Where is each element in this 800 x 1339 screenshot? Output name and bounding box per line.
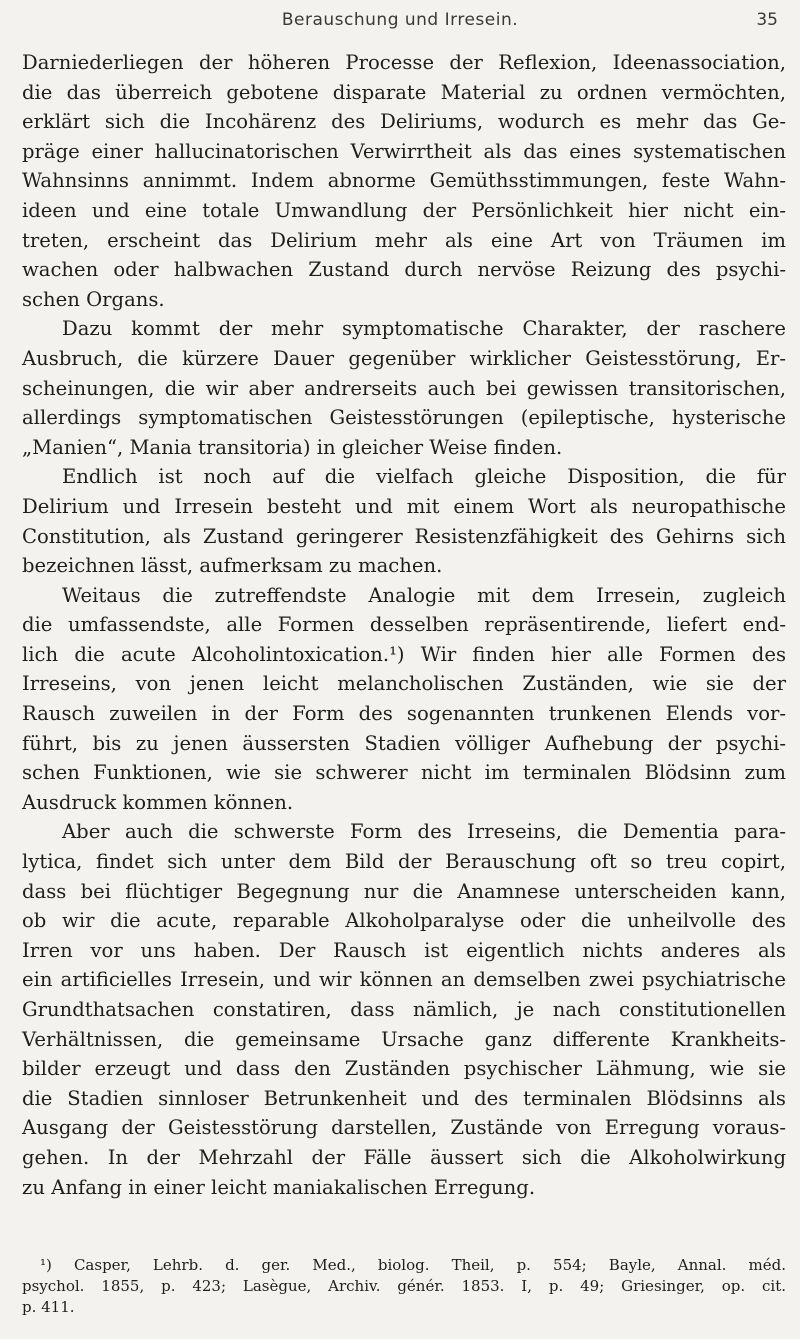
- text-line: Endlich ist noch auf die vielfach gleiche Disposition, die für: [62, 465, 786, 489]
- text-line: ideen und eine totale Umwandlung der Persönlichkeit hier nicht ein-: [22, 198, 786, 222]
- text-line: schen Organs.: [22, 287, 165, 311]
- text-line: bilder erzeugt und dass den Zuständen psychischer Lähmung, wie sie: [22, 1057, 786, 1081]
- running-head-title: Berauschung und Irresein.: [281, 10, 519, 30]
- body-text: [22, 48, 786, 1202]
- footnote-line: psychol. 1855, p. 423; Lasègue, Archiv. génér. 1853. I, p. 49; Griesinger, op. cit.: [22, 1277, 786, 1295]
- text-line: Irreseins, von jenen leicht melancholischen Zuständen, wie sie der: [22, 672, 786, 696]
- text-line: präge einer hallucinatorischen Verwirrtheit als das eines systematischen: [22, 139, 786, 163]
- text-line: Ausgang der Geistesstörung darstellen, Zustände von Erregung voraus-: [22, 1116, 786, 1140]
- text-line: „Manien“, Mania transitoria) in gleicher Weise finden.: [22, 435, 563, 459]
- text-line: lytica, findet sich unter dem Bild der Berauschung oft so treu copirt,: [22, 850, 786, 874]
- text-line: schen Funktionen, wie sie schwerer nicht im terminalen Blödsinn zum: [22, 761, 786, 785]
- text-line: die das überreich gebotene disparate Material zu ordnen vermöchten,: [22, 80, 786, 104]
- text-line: allerdings symptomatischen Geistesstörungen (epileptische, hysterische: [22, 406, 786, 430]
- text-line: Grundthatsachen constatiren, dass nämlich, je nach constitutionellen: [22, 998, 786, 1021]
- text-line: Verhältnissen, die gemeinsame Ursache ganz differente Krankheits-: [22, 1027, 786, 1051]
- text-line: Irren vor uns haben. Der Rausch ist eigentlich nichts anderes als: [22, 938, 786, 962]
- text-line: Ausbruch, die kürzere Dauer gegenüber wirklicher Geistesstörung, Er-: [22, 346, 786, 370]
- text-line: die Stadien sinnloser Betrunkenheit und des terminalen Blödsinns als: [22, 1086, 786, 1110]
- text-line: Aber auch die schwerste Form des Irreseins, die Dementia para-: [62, 820, 786, 844]
- text-line: Darniederliegen der höheren Processe der Reflexion, Ideenassociation,: [22, 51, 786, 74]
- text-line: Dazu kommt der mehr symptomatische Charakter, der raschere: [62, 317, 786, 341]
- text-line: treten, erscheint das Delirium mehr als eine Art von Träumen im: [22, 228, 786, 252]
- text-line: Rausch zuweilen in der Form des sogenannten trunkenen Elends vor-: [22, 702, 786, 726]
- text-line: wachen oder halbwachen Zustand durch nervöse Reizung des psychi-: [22, 258, 786, 282]
- footnotes: [22, 1255, 786, 1318]
- text-line: gehen. In der Mehrzahl der Fälle äussert sich die Alkoholwirkung: [22, 1145, 786, 1169]
- page-number: 35: [756, 10, 778, 30]
- text-line: erklärt sich die Incohärenz des Deliriums, wodurch es mehr das Ge-: [22, 110, 786, 134]
- text-line: die umfassendste, alle Formen desselben repräsentirende, liefert end-: [22, 613, 786, 637]
- text-line: zu Anfang in einer leicht maniakalischen Erregung.: [22, 1175, 536, 1199]
- text-line: bezeichnen lässt, aufmerksam zu machen.: [22, 554, 443, 578]
- text-line: dass bei flüchtiger Begegnung nur die Anamnese unterscheiden kann,: [22, 879, 786, 903]
- running-head: [0, 10, 800, 34]
- text-line: Delirium und Irresein besteht und mit einem Wort als neuropathische: [22, 494, 786, 518]
- text-line: ob wir die acute, reparable Alkoholparalyse oder die unheilvolle des: [22, 909, 786, 933]
- text-line: scheinungen, die wir aber andrerseits auch bei gewissen transitorischen,: [22, 376, 786, 400]
- text-line: Weitaus die zutreffendste Analogie mit dem Irresein, zugleich: [62, 583, 786, 607]
- text-line: Wahnsinns annimmt. Indem abnorme Gemüthsstimmungen, feste Wahn-: [22, 169, 786, 193]
- footnote-line: p. 411.: [22, 1298, 75, 1316]
- text-line: lich die acute Alcoholintoxication.¹) Wir finden hier alle Formen des: [22, 642, 786, 666]
- text-line: Ausdruck kommen können.: [22, 790, 294, 814]
- text-line: führt, bis zu jenen äussersten Stadien völliger Aufhebung der psychi-: [22, 731, 786, 755]
- text-line: ein artificielles Irresein, und wir können an demselben zwei psychiatrische: [22, 968, 786, 992]
- footnote-line: ¹) Casper, Lehrb. d. ger. Med., biolog. Theil, p. 554; Bayle, Annal. méd.: [40, 1256, 786, 1274]
- text-line: Constitution, als Zustand geringerer Resistenzfähigkeit des Gehirns sich: [22, 524, 786, 548]
